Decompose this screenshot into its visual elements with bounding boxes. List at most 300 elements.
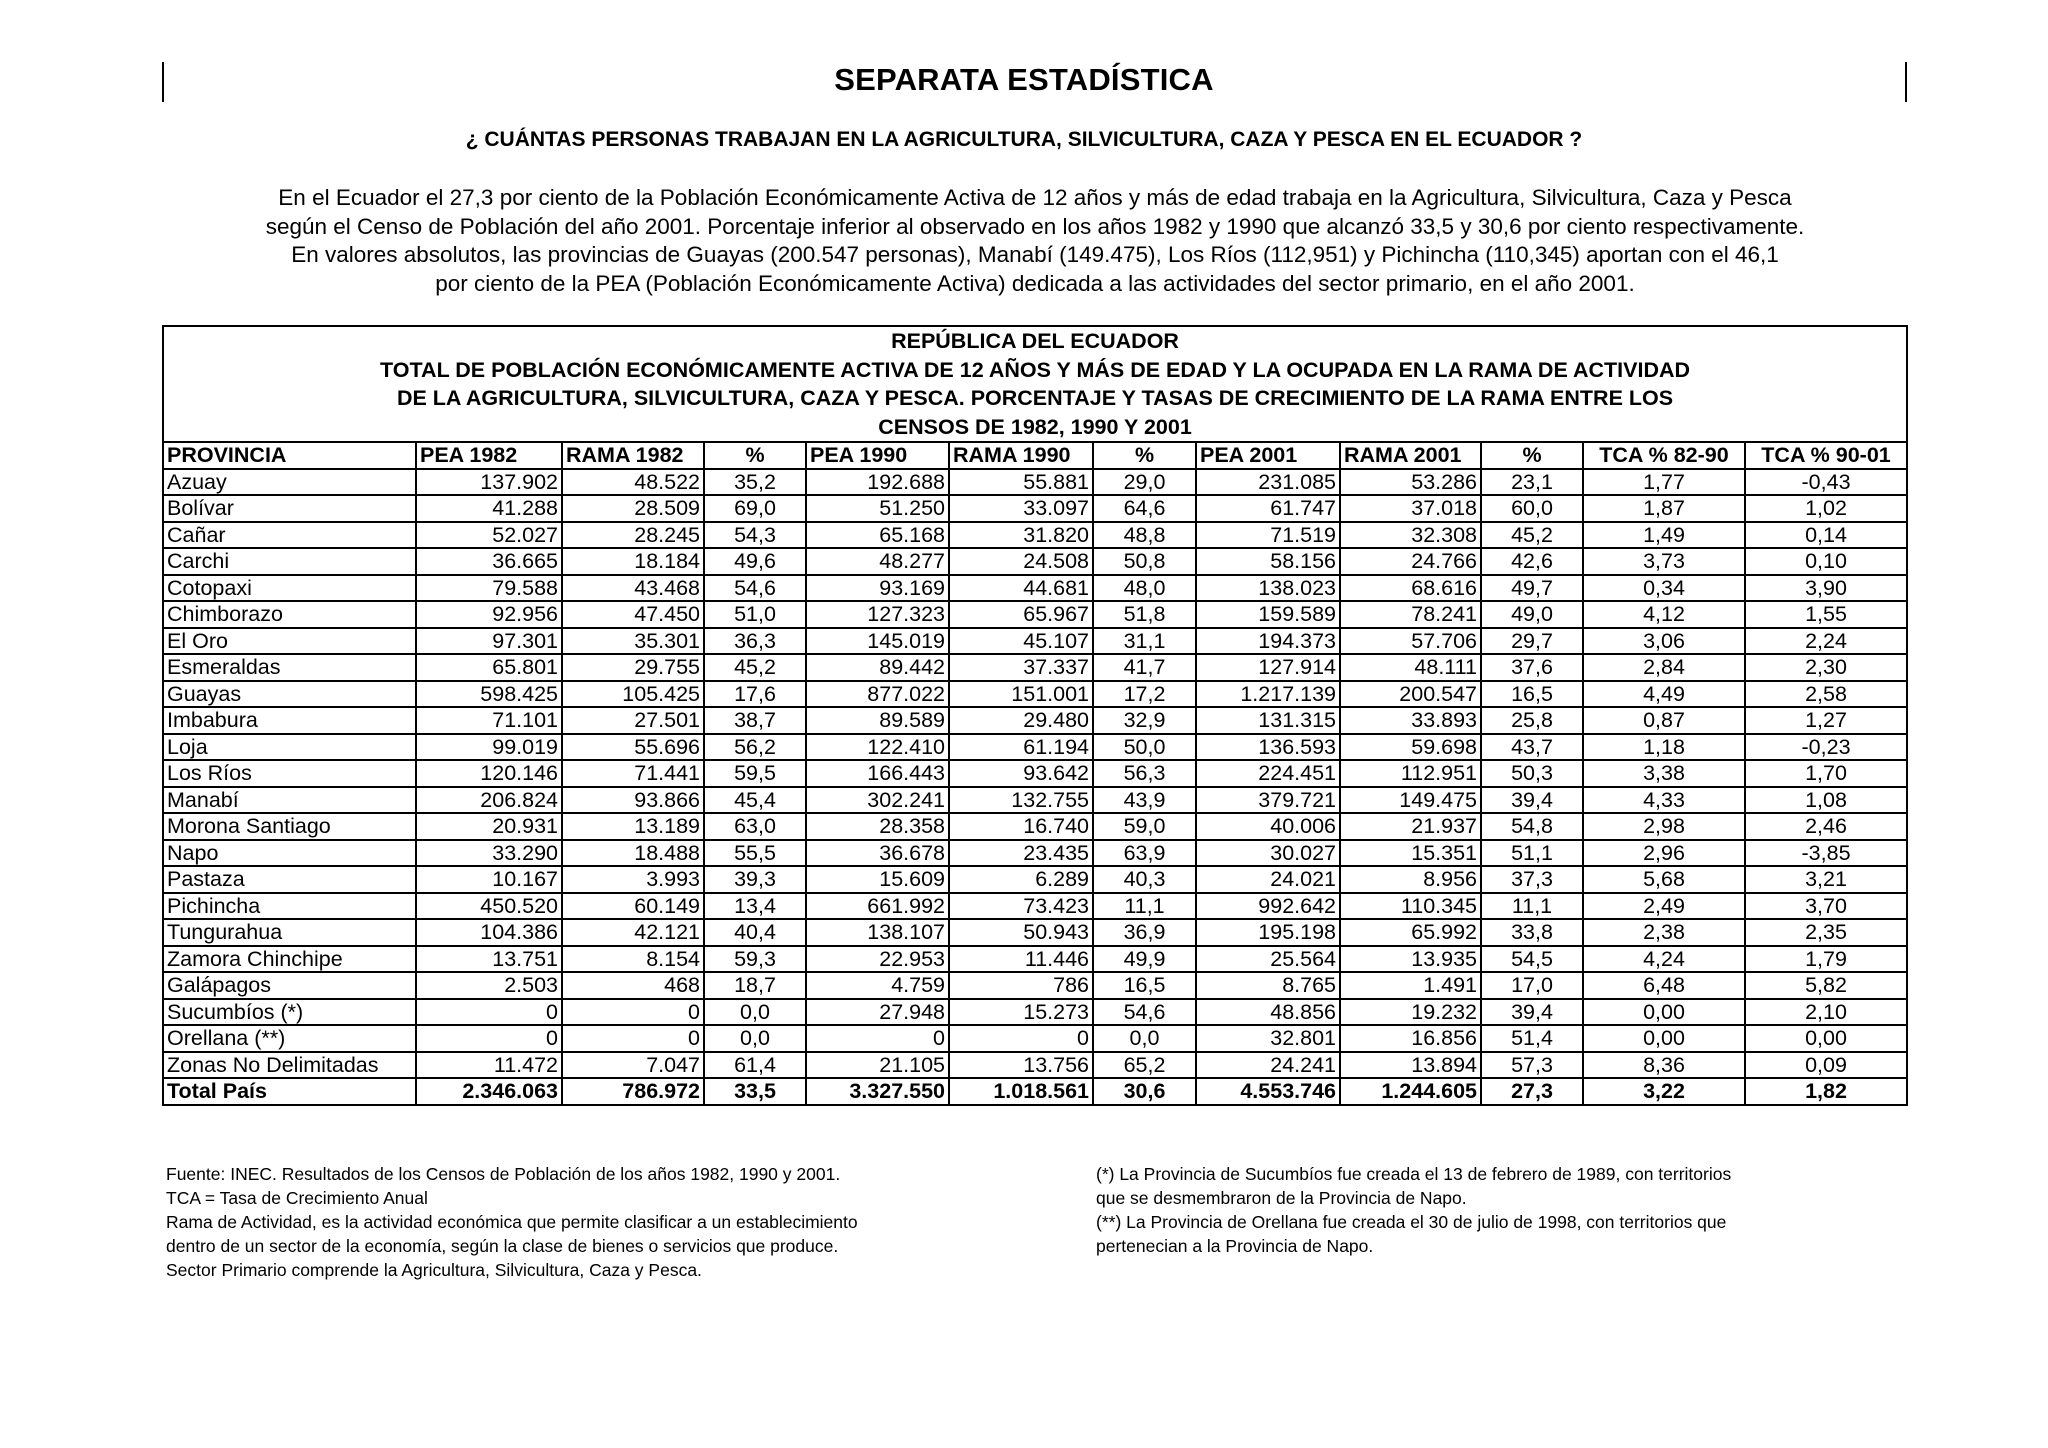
caption-line: TOTAL DE POBLACIÓN ECONÓMICAMENTE ACTIVA DE 12 AÑOS Y MÁS DE EDAD Y LA OCUPADA EN LA RAMA DE ACTIVIDAD [380,357,1691,382]
table-cell: 92.956 [416,601,562,628]
table-cell: 0,0 [704,999,806,1026]
table-cell: 59,3 [704,946,806,973]
province-cell: Napo [163,840,416,867]
table-cell: 4,12 [1583,601,1745,628]
table-cell: 48.522 [562,469,704,496]
table-cell: 36,9 [1093,919,1196,946]
table-cell: 54,5 [1481,946,1583,973]
table-cell: 36,3 [704,628,806,655]
table-cell: 0,10 [1745,548,1907,575]
table-cell: 3,22 [1583,1078,1745,1105]
table-cell: 32.801 [1196,1025,1340,1052]
table-cell: 29.480 [949,707,1093,734]
province-cell: Pichincha [163,893,416,920]
table-cell: 48,0 [1093,575,1196,602]
table-cell: 35.301 [562,628,704,655]
intro-paragraph [170,184,1900,298]
table-cell: 45,2 [704,654,806,681]
table-cell: 51.250 [806,495,949,522]
province-cell: Guayas [163,681,416,708]
table-cell: 53.286 [1340,469,1481,496]
table-cell: 3,73 [1583,548,1745,575]
table-cell: 48.111 [1340,654,1481,681]
column-header: PROVINCIA [163,442,416,469]
table-row [163,575,1907,602]
table-cell: 99.019 [416,734,562,761]
table-cell: 2,35 [1745,919,1907,946]
table-cell: 112.951 [1340,760,1481,787]
table-cell: 0,87 [1583,707,1745,734]
note-line: Sector Primario comprende la Agricultura, Silvicultura, Caza y Pesca. [166,1260,702,1280]
table-cell: 23,1 [1481,469,1583,496]
table-cell: 55.881 [949,469,1093,496]
table-cell: 51,0 [704,601,806,628]
table-cell: 5,82 [1745,972,1907,999]
note-line: TCA = Tasa de Crecimiento Anual [166,1188,428,1208]
table-cell: 71.101 [416,707,562,734]
table-cell: 60.149 [562,893,704,920]
table-cell: 192.688 [806,469,949,496]
table-cell: 0 [806,1025,949,1052]
table-cell: 43.468 [562,575,704,602]
table-cell: 195.198 [1196,919,1340,946]
table-cell: 231.085 [1196,469,1340,496]
table-cell: 64,6 [1093,495,1196,522]
intro-line: según el Censo de Población del año 2001. Porcentaje inferior al observado en los años 1982 y 1990 que alcanzó 33,5 y 30,6 por ciento respectivamente. [265,213,1805,239]
province-cell: Pastaza [163,866,416,893]
province-cell: Carchi [163,548,416,575]
table-cell: 43,9 [1093,787,1196,814]
table-cell: 29,7 [1481,628,1583,655]
table-cell: 120.146 [416,760,562,787]
table-cell: 16,5 [1481,681,1583,708]
table-cell: 65,2 [1093,1052,1196,1079]
table-row [163,919,1907,946]
table-caption-row [163,326,1907,442]
table-cell: 44.681 [949,575,1093,602]
table-row [163,681,1907,708]
table-cell: 48.277 [806,548,949,575]
table-cell: 11.446 [949,946,1093,973]
table-cell: 59.698 [1340,734,1481,761]
column-header: TCA % 90-01 [1745,442,1907,469]
table-cell: 1,82 [1745,1078,1907,1105]
table-cell: 1,70 [1745,760,1907,787]
table-cell: 661.992 [806,893,949,920]
table-cell: 73.423 [949,893,1093,920]
table-cell: 39,3 [704,866,806,893]
table-cell: 1,87 [1583,495,1745,522]
table-cell: 89.589 [806,707,949,734]
table-cell: 8.956 [1340,866,1481,893]
table-cell: 33.097 [949,495,1093,522]
table-cell: 1,49 [1583,522,1745,549]
table-cell: 33.290 [416,840,562,867]
column-header: PEA 1982 [416,442,562,469]
table-cell: 55.696 [562,734,704,761]
table-cell: 49,9 [1093,946,1196,973]
table-cell: 18.184 [562,548,704,575]
table-cell: 59,5 [704,760,806,787]
table-cell: 15.273 [949,999,1093,1026]
table-cell: 56,2 [704,734,806,761]
table-cell: 25.564 [1196,946,1340,973]
caption-line: CENSOS DE 1982, 1990 Y 2001 [878,414,1192,439]
table-cell: 2,58 [1745,681,1907,708]
table-cell: 51,1 [1481,840,1583,867]
table-row [163,972,1907,999]
province-cell: Zamora Chinchipe [163,946,416,973]
table-cell: 3,70 [1745,893,1907,920]
table-body [163,469,1907,1105]
table-cell: 93.642 [949,760,1093,787]
table-cell: 8,36 [1583,1052,1745,1079]
table-cell: 7.047 [562,1052,704,1079]
intro-line: En el Ecuador el 27,3 por ciento de la Población Económicamente Activa de 12 años y más de edad trabaja en la Agricultura, Silvicultura, Caza y Pesca [278,185,1792,210]
table-cell: 302.241 [806,787,949,814]
table-cell: 56,3 [1093,760,1196,787]
table-cell: 29.755 [562,654,704,681]
table-cell: 13.935 [1340,946,1481,973]
table-cell: 0,0 [1093,1025,1196,1052]
table-cell: 37,3 [1481,866,1583,893]
table-cell: 54,8 [1481,813,1583,840]
table-row [163,469,1907,496]
table-cell: 0,14 [1745,522,1907,549]
table-cell: 27,3 [1481,1078,1583,1105]
table-cell: 13.756 [949,1052,1093,1079]
table-cell: 29,0 [1093,469,1196,496]
table-cell: 127.914 [1196,654,1340,681]
table-cell: 33,8 [1481,919,1583,946]
table-cell: 25,8 [1481,707,1583,734]
table-cell: -0,43 [1745,469,1907,496]
table-cell: 15.609 [806,866,949,893]
table-cell: 65.992 [1340,919,1481,946]
table-cell: 65.168 [806,522,949,549]
table-cell: 16,5 [1093,972,1196,999]
table-cell: 21.105 [806,1052,949,1079]
table-cell: 3.327.550 [806,1078,949,1105]
table-cell: 4,24 [1583,946,1745,973]
table-cell: 32,9 [1093,707,1196,734]
table-row [163,601,1907,628]
table-cell: 3,21 [1745,866,1907,893]
table-cell: 0,00 [1583,999,1745,1026]
table-cell: 110.345 [1340,893,1481,920]
table-cell: 33,5 [704,1078,806,1105]
table-cell: 224.451 [1196,760,1340,787]
table-cell: 127.323 [806,601,949,628]
table-cell: 18.488 [562,840,704,867]
table-cell: 97.301 [416,628,562,655]
table-caption [163,326,1907,442]
table-cell: 159.589 [1196,601,1340,628]
table-cell: 57.706 [1340,628,1481,655]
table-cell: 0,00 [1583,1025,1745,1052]
total-row [163,1078,1907,1105]
province-cell: Loja [163,734,416,761]
note-line: (**) La Provincia de Orellana fue creada el 30 de julio de 1998, con territorios que [1096,1212,1727,1232]
column-header: RAMA 2001 [1340,442,1481,469]
table-cell: 61.194 [949,734,1093,761]
table-cell: 24.241 [1196,1052,1340,1079]
province-cell: Cañar [163,522,416,549]
table-cell: 468 [562,972,704,999]
table-cell: 40.006 [1196,813,1340,840]
table-cell: 1.217.139 [1196,681,1340,708]
table-cell: 17,2 [1093,681,1196,708]
province-cell: Galápagos [163,972,416,999]
table-cell: 41.288 [416,495,562,522]
table-cell: 131.315 [1196,707,1340,734]
note-line: (*) La Provincia de Sucumbíos fue creada el 13 de febrero de 1989, con territorios [1096,1164,1732,1184]
table-cell: 27.501 [562,707,704,734]
table-cell: 6,48 [1583,972,1745,999]
table-cell: 2,84 [1583,654,1745,681]
table-cell: 19.232 [1340,999,1481,1026]
table-cell: 93.169 [806,575,949,602]
table-cell: 39,4 [1481,999,1583,1026]
table-row [163,946,1907,973]
table-cell: 104.386 [416,919,562,946]
table-cell: 2,46 [1745,813,1907,840]
table-row [163,813,1907,840]
table-cell: 4.553.746 [1196,1078,1340,1105]
table-cell: 138.107 [806,919,949,946]
table-cell: 1,08 [1745,787,1907,814]
table-cell: 63,9 [1093,840,1196,867]
notes-right [1096,1162,1896,1258]
table-cell: 138.023 [1196,575,1340,602]
table-cell: 38,7 [704,707,806,734]
province-cell: Bolívar [163,495,416,522]
column-header: % [704,442,806,469]
table-cell: 31.820 [949,522,1093,549]
table-cell: 61,4 [704,1052,806,1079]
table-cell: 1.244.605 [1340,1078,1481,1105]
table-row [163,893,1907,920]
table-cell: 30,6 [1093,1078,1196,1105]
table-cell: 2,24 [1745,628,1907,655]
page-title: SEPARATA ESTADÍSTICA [834,62,1214,97]
table-row [163,654,1907,681]
table-cell: 48,8 [1093,522,1196,549]
table-cell: 28.245 [562,522,704,549]
table-cell: 33.893 [1340,707,1481,734]
intro-line: En valores absolutos, las provincias de Guayas (200.547 personas), Manabí (149.475), Los Ríos (112,951) y Pichincha (110,345) aportan con el 46,1 [291,242,1779,267]
table-cell: 4,49 [1583,681,1745,708]
note-line: dentro de un sector de la economía, según la clase de bienes o servicios que produce. [166,1236,839,1256]
table-cell: 11.472 [416,1052,562,1079]
caption-line: REPÚBLICA DEL ECUADOR [891,329,1179,353]
notes-left [166,1162,1066,1282]
table-cell: 31,1 [1093,628,1196,655]
province-cell: Manabí [163,787,416,814]
table-cell: 42.121 [562,919,704,946]
column-header: PEA 2001 [1196,442,1340,469]
table-cell: -0,23 [1745,734,1907,761]
table-cell: 2,38 [1583,919,1745,946]
page-subtitle: ¿ CUÁNTAS PERSONAS TRABAJAN EN LA AGRICULTURA, SILVICULTURA, CAZA Y PESCA EN EL ECUADOR ? [465,128,1583,151]
table-cell: 2,96 [1583,840,1745,867]
province-cell: Morona Santiago [163,813,416,840]
table-cell: 68.616 [1340,575,1481,602]
note-line: Fuente: INEC. Resultados de los Censos de Población de los años 1982, 1990 y 2001. [166,1164,841,1184]
table-cell: -3,85 [1745,840,1907,867]
caption-line: DE LA AGRICULTURA, SILVICULTURA, CAZA Y PESCA. PORCENTAJE Y TASAS DE CRECIMIENTO DE LA RAMA ENTRE LOS [396,386,1674,410]
table-cell: 3,06 [1583,628,1745,655]
table-cell: 37.337 [949,654,1093,681]
table-row [163,866,1907,893]
table-cell: 52.027 [416,522,562,549]
table-cell: 206.824 [416,787,562,814]
table-cell: 93.866 [562,787,704,814]
table-cell: 28.509 [562,495,704,522]
table-cell: 41,7 [1093,654,1196,681]
table-cell: 39,4 [1481,787,1583,814]
table-cell: 43,7 [1481,734,1583,761]
province-cell: Imbabura [163,707,416,734]
table-cell: 60,0 [1481,495,1583,522]
table-cell: 3,38 [1583,760,1745,787]
table-cell: 59,0 [1093,813,1196,840]
table-cell: 2.346.063 [416,1078,562,1105]
table-row [163,999,1907,1026]
table-cell: 55,5 [704,840,806,867]
table-cell: 1.018.561 [949,1078,1093,1105]
table-cell: 1.491 [1340,972,1481,999]
table-cell: 151.001 [949,681,1093,708]
table-cell: 42,6 [1481,548,1583,575]
table-cell: 786.972 [562,1078,704,1105]
table-row [163,1052,1907,1079]
table-cell: 51,8 [1093,601,1196,628]
table-cell: 54,6 [704,575,806,602]
table-cell: 50,0 [1093,734,1196,761]
table-cell: 50.943 [949,919,1093,946]
province-cell: Sucumbíos (*) [163,999,416,1026]
table-cell: 54,3 [704,522,806,549]
table-cell: 10.167 [416,866,562,893]
table-cell: 145.019 [806,628,949,655]
table-cell: 37.018 [1340,495,1481,522]
table-cell: 27.948 [806,999,949,1026]
table-cell: 13.751 [416,946,562,973]
table-cell: 50,8 [1093,548,1196,575]
table-row [163,628,1907,655]
table-cell: 89.442 [806,654,949,681]
table-cell: 35,2 [704,469,806,496]
table-row [163,707,1907,734]
table-cell: 0 [416,999,562,1026]
table-cell: 22.953 [806,946,949,973]
table-cell: 49,7 [1481,575,1583,602]
table-cell: 1,77 [1583,469,1745,496]
table-cell: 136.593 [1196,734,1340,761]
province-cell: Azuay [163,469,416,496]
table-cell: 45.107 [949,628,1093,655]
table-cell: 149.475 [1340,787,1481,814]
province-cell: Total País [163,1078,416,1105]
table-cell: 40,4 [704,919,806,946]
column-header: RAMA 1982 [562,442,704,469]
table-cell: 137.902 [416,469,562,496]
table-cell: 166.443 [806,760,949,787]
table-cell: 21.937 [1340,813,1481,840]
statistics-table-wrapper [162,325,1907,1106]
table-row [163,840,1907,867]
statistics-table [162,325,1908,1106]
table-cell: 79.588 [416,575,562,602]
table-cell: 1,18 [1583,734,1745,761]
table-cell: 122.410 [806,734,949,761]
table-cell: 1,55 [1745,601,1907,628]
table-row [163,787,1907,814]
table-cell: 30.027 [1196,840,1340,867]
table-cell: 3,90 [1745,575,1907,602]
column-header: RAMA 1990 [949,442,1093,469]
table-cell: 23.435 [949,840,1093,867]
table-cell: 47.450 [562,601,704,628]
table-cell: 54,6 [1093,999,1196,1026]
table-cell: 57,3 [1481,1052,1583,1079]
table-cell: 4,33 [1583,787,1745,814]
table-cell: 3.993 [562,866,704,893]
table-cell: 71.441 [562,760,704,787]
table-cell: 6.289 [949,866,1093,893]
table-cell: 0 [416,1025,562,1052]
table-cell: 61.747 [1196,495,1340,522]
table-cell: 786 [949,972,1093,999]
table-cell: 2,49 [1583,893,1745,920]
column-header: % [1481,442,1583,469]
table-cell: 5,68 [1583,866,1745,893]
table-cell: 65.967 [949,601,1093,628]
column-header: TCA % 82-90 [1583,442,1745,469]
table-cell: 69,0 [704,495,806,522]
province-cell: Orellana (**) [163,1025,416,1052]
table-cell: 13.189 [562,813,704,840]
table-cell: 877.022 [806,681,949,708]
table-cell: 11,1 [1481,893,1583,920]
table-cell: 8.765 [1196,972,1340,999]
province-cell: Cotopaxi [163,575,416,602]
column-header: % [1093,442,1196,469]
province-cell: Chimborazo [163,601,416,628]
table-cell: 24.021 [1196,866,1340,893]
intro-line: por ciento de la PEA (Población Económicamente Activa) dedicada a las actividades del sector primario, en el año 2001. [435,270,1635,296]
table-cell: 16.740 [949,813,1093,840]
table-cell: 63,0 [704,813,806,840]
column-header: PEA 1990 [806,442,949,469]
table-cell: 51,4 [1481,1025,1583,1052]
table-cell: 40,3 [1093,866,1196,893]
table-cell: 17,6 [704,681,806,708]
table-cell: 2,10 [1745,999,1907,1026]
table-cell: 37,6 [1481,654,1583,681]
table-cell: 45,2 [1481,522,1583,549]
province-cell: Los Ríos [163,760,416,787]
table-cell: 16.856 [1340,1025,1481,1052]
table-cell: 36.678 [806,840,949,867]
table-cell: 58.156 [1196,548,1340,575]
table-cell: 132.755 [949,787,1093,814]
table-cell: 1,02 [1745,495,1907,522]
table-cell: 0,09 [1745,1052,1907,1079]
table-row [163,495,1907,522]
table-cell: 36.665 [416,548,562,575]
